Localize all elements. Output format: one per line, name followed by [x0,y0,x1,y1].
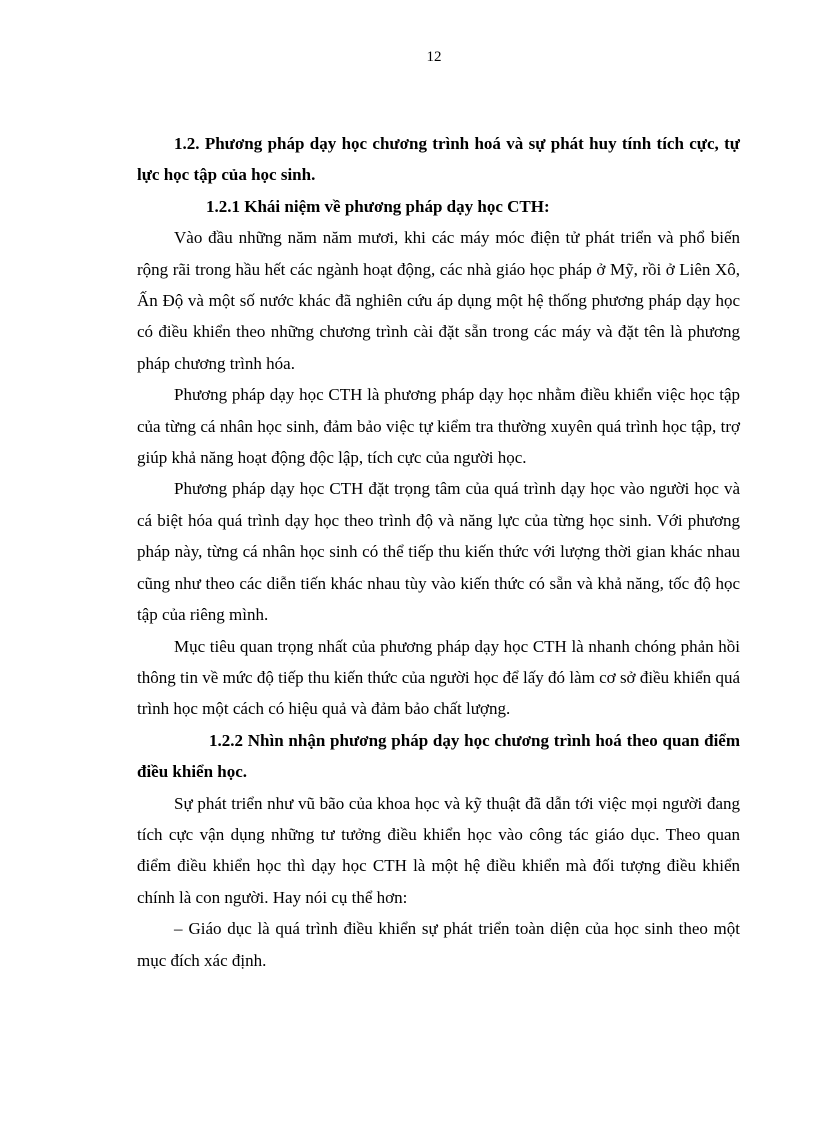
paragraph: Vào đầu những năm năm mươi, khi các máy móc điện tử phát triển và phổ biến rộng rãi trong hầu hết các ngành hoạt động, các nhà giáo học pháp ở Mỹ, rồi ở Liên Xô, Ấn Độ và một số nước khác đã nghiên cứu áp dụng một hệ thống phương pháp dạy học có điều khiển theo những chương trình cài đặt sẵn trong các máy và đặt tên là phương pháp chương trình hóa. [137,228,740,373]
document-body [137,128,740,976]
section-heading: 1.2. Phương pháp dạy học chương trình hoá và sự phát huy tính tích cực, tự lực học tập của học sinh. [137,134,740,185]
subsection-1-heading: 1.2.1 Khái niệm về phương pháp dạy học CTH: [206,196,550,216]
subsection-2-heading: 1.2.2 Nhìn nhận phương pháp dạy học chương trình hoá theo quan điểm điều khiển học. [137,730,740,782]
bullet-text: Giáo dục là quá trình điều khiển sự phát triển toàn diện của học sinh theo một mục đích xác định. [137,919,740,970]
paragraph: Mục tiêu quan trọng nhất của phương pháp dạy học CTH là nhanh chóng phản hồi thông tin về mức độ tiếp thu kiến thức của người học để lấy đó làm cơ sở điều khiển quá trình học một cách có hiệu quả và đảm bảo chất lượng. [137,636,740,719]
paragraph: Sự phát triển như vũ bão của khoa học và kỹ thuật đã dẫn tới việc mọi người đang tích cực vận dụng những tư tưởng điều khiển học vào công tác giáo dục. Theo quan điểm điều khiển học thì dạy học CTH là một hệ điều khiển mà đối tượng điều khiển chính là con người. Hay nói cụ thể hơn: [137,793,740,907]
paragraph: Phương pháp dạy học CTH đặt trọng tâm của quá trình dạy học vào người học và cá biệt hóa quá trình dạy học theo trình độ và năng lực của từng học sinh. Với phương pháp này, từng cá nhân học sinh có thể tiếp thu kiến thức với lượng thời gian khác nhau cũng như theo các diễn tiến khác nhau tùy vào kiến thức có sẵn và khả năng, tốc độ học tập của riêng mình. [137,479,740,625]
bullet-item [137,913,740,976]
paragraph: Phương pháp dạy học CTH là phương pháp dạy học nhằm điều khiển việc học tập của từng cá nhân học sinh, đảm bảo việc tự kiểm tra thường xuyên quá trình học tập, trợ giúp khả năng hoạt động độc lập, tích cực của người học. [137,385,740,468]
page-number: 12 [426,49,442,65]
dash-bullet-marker: – [174,919,183,939]
